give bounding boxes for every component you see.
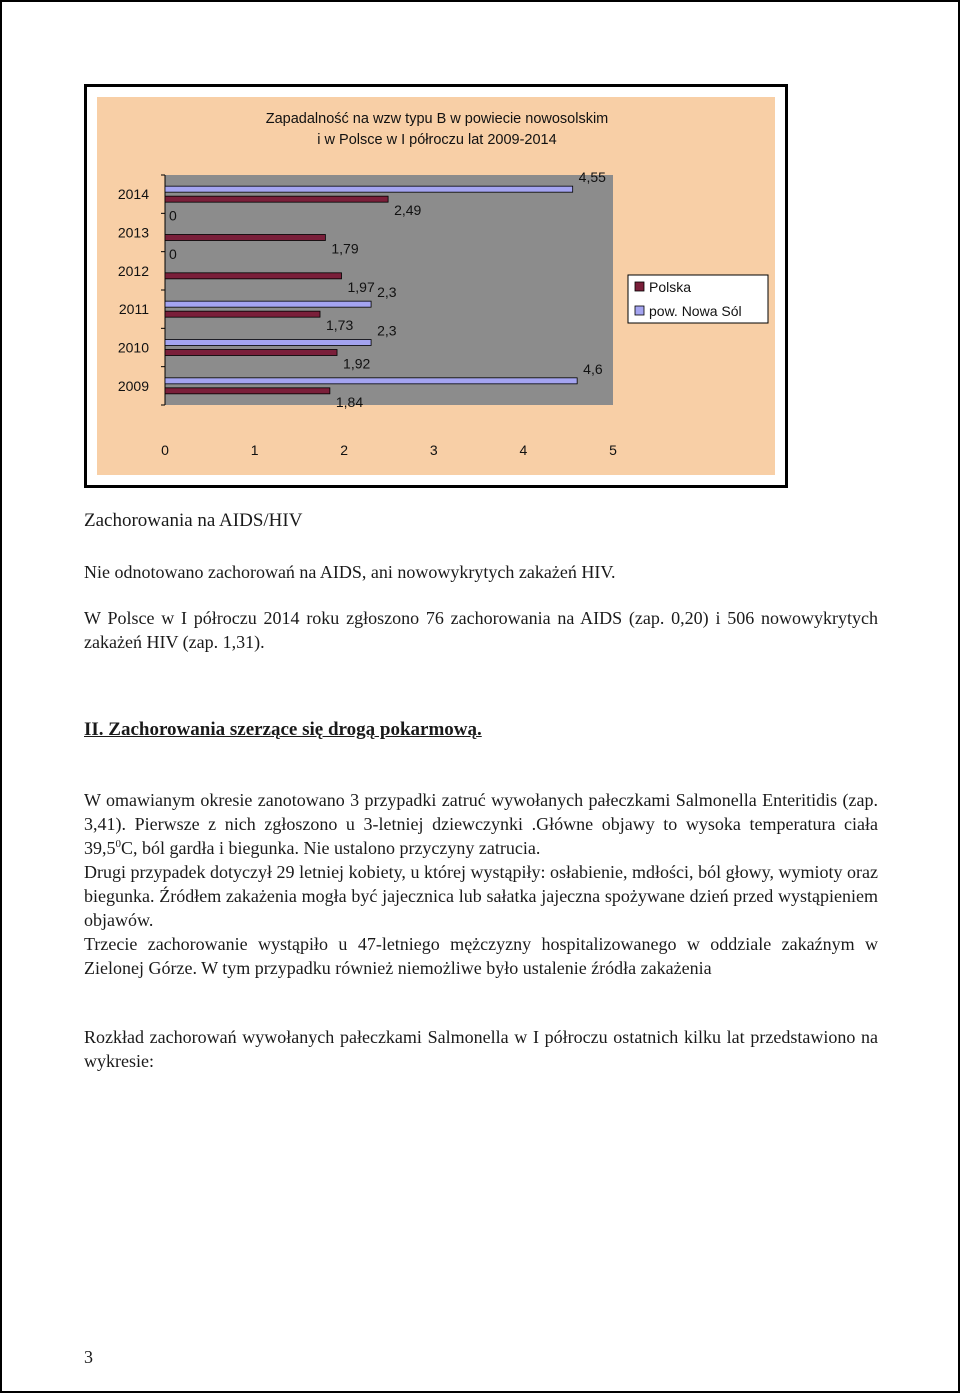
x-tick-label: 1	[250, 442, 259, 458]
aids-paragraph-2: W Polsce w I półroczu 2014 roku zgłoszono 76 zachorowania na AIDS (zap. 0,20) i 506 nowowykrytych zakażeń HIV (zap. 1,31).	[84, 608, 878, 652]
aids-heading: Zachorowania na AIDS/HIV	[84, 510, 303, 531]
y-tick-label: 2013	[117, 224, 149, 241]
foodborne-p1-text-b: C, ból gardła i biegunka. Nie ustalono przyczyny zatrucia.	[121, 838, 541, 858]
bar-nowa-sol	[165, 340, 371, 346]
chart-title-line2: i w Polsce w I półroczu lat 2009-2014	[317, 132, 557, 148]
data-label: 0	[169, 245, 177, 262]
y-tick-label: 2014	[117, 186, 149, 203]
data-label: 0	[169, 207, 177, 224]
bar-polska	[165, 311, 320, 317]
bar-polska	[165, 235, 325, 241]
data-label: 2,49	[394, 202, 422, 219]
chart-frame	[84, 84, 788, 488]
legend-label-nowa-sol: pow. Nowa Sól	[649, 303, 742, 319]
foodborne-paragraph-2: Drugi przypadek dotyczył 29 letniej kobiety, u której wystąpiły: osłabienie, mdłości, ból głowy, wymioty oraz biegunka. Źródłem zakażenia mogła być jajecznica lub sałatka jajeczna spożywane dzień przed wystąpieniem objawów.	[84, 862, 878, 930]
x-tick-label: 4	[519, 442, 528, 458]
data-label: 1,84	[335, 393, 364, 410]
bar-nowa-sol	[165, 301, 371, 307]
y-tick-label: 2011	[118, 301, 149, 318]
data-label: 1,79	[331, 240, 359, 257]
y-tick-label: 2009	[117, 377, 149, 394]
foodborne-paragraph-1	[84, 788, 878, 860]
chart-title-line1: Zapadalność na wzw typu B w powiecie nowosolskim	[265, 111, 609, 127]
data-label: 1,97	[347, 278, 375, 295]
foodborne-paragraph-4: Rozkład zachorowań wywołanych pałeczkami Salmonella w I półroczu ostatnich kilku lat przedstawiono na wykresie:	[84, 1027, 878, 1071]
x-tick-label: 2	[340, 442, 349, 458]
y-tick-label: 2010	[117, 339, 149, 356]
bar-polska	[165, 388, 330, 394]
legend-swatch-polska	[635, 282, 644, 291]
x-tick-label: 3	[429, 442, 438, 458]
bar-nowa-sol	[165, 186, 573, 192]
foodborne-p1-text-a: W omawianym okresie zanotowano 3 przypadki zatruć wywołanych pałeczkami Salmonella Enteritidis (zap. 3,41). Pierwsze z nich zgłoszono u 3-letniej dziewczynki .Główne objawy to wysoka temperatura ciała 39,5	[84, 790, 878, 858]
bar-polska	[165, 350, 337, 356]
y-tick-label: 2012	[117, 262, 149, 279]
hepatitis-b-chart	[87, 87, 785, 485]
degree-superscript: 0	[115, 838, 121, 850]
foodborne-heading: II. Zachorowania szerzące się drogą pokarmową.	[84, 719, 482, 740]
data-label: 1,73	[326, 317, 354, 334]
x-tick-label: 5	[609, 442, 617, 458]
data-label: 4,6	[583, 360, 603, 377]
legend-label-polska: Polska	[649, 279, 692, 295]
data-label: 2,3	[377, 322, 397, 339]
bar-nowa-sol	[165, 378, 577, 384]
data-label: 1,92	[343, 355, 371, 372]
data-label: 4,55	[578, 169, 606, 186]
foodborne-paragraph-3: Trzecie zachorowanie wystąpiło u 47-letniego mężczyzny hospitalizowanego w oddziale zakaźnym w Zielonej Górze. W tym przypadku również niemożliwe było ustalenie źródła zakażenia	[84, 934, 878, 978]
page-number: 3	[84, 1347, 93, 1367]
bar-polska	[165, 196, 388, 202]
legend-swatch-nowa-sol	[635, 306, 644, 315]
data-label: 2,3	[377, 284, 397, 301]
aids-paragraph-1: Nie odnotowano zachorowań na AIDS, ani nowowykrytych zakażeń HIV.	[84, 562, 616, 582]
x-tick-label: 0	[161, 442, 169, 458]
bar-polska	[165, 273, 342, 279]
